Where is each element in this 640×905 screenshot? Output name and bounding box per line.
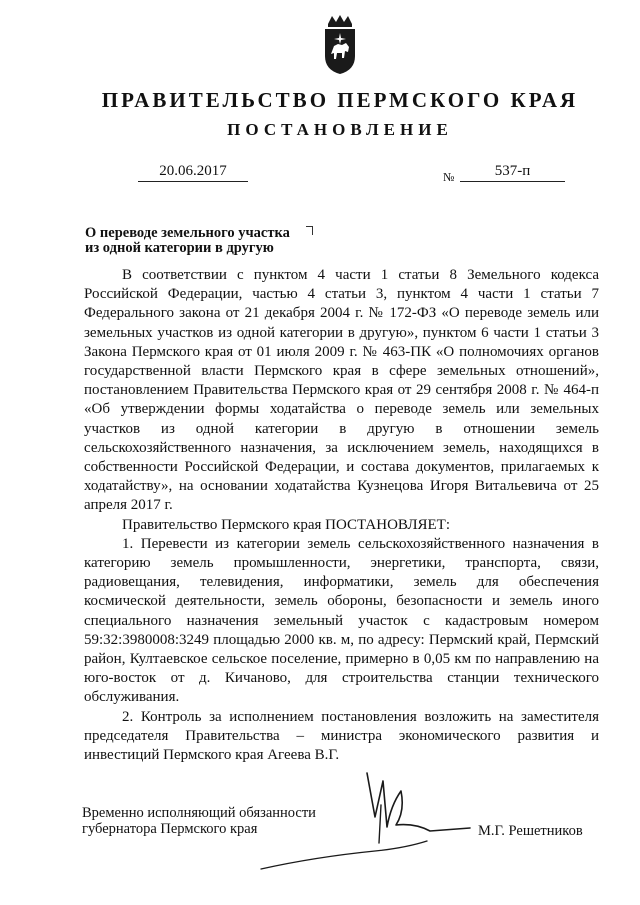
- decree-paragraph: Правительство Пермского края ПОСТАНОВЛЯЕТ:: [122, 516, 451, 533]
- organization-title: ПРАВИТЕЛЬСТВО ПЕРМСКОГО КРАЯ: [101, 88, 579, 112]
- document-date: 20.06.2017: [138, 163, 248, 182]
- coat-of-arms-emblem: [322, 14, 358, 76]
- item-1-paragraph: 1. Перевести из категории земель сельскохозяйственного назначения в категорию земель промышленности, энергетики, транспорта, связи, радиовещания, телевидения, информатики, земель для обеспечения космической деятельности, земель обороны, безопасности и земель иного специального назначения земельный участок с кадастровым номером 59:32:3980008:3249 площадью 2000 кв. м, по адресу: Пермский край, Пермский район, Култаевское сельское поселение, примерно в 0,05 км по направлению на юго-восток от д. Кичаново, для строительства станции технического обслуживания.: [84, 535, 599, 706]
- position-line-1: Временно исполняющий обязанности: [82, 805, 316, 821]
- signatory-name: М.Г. Решетников: [478, 823, 583, 839]
- position-line-2: губернатора Пермского края: [82, 820, 258, 837]
- subject-line-1: О переводе земельного участка: [85, 225, 290, 241]
- document-type: ПОСТАНОВЛЕНИЕ: [227, 120, 453, 139]
- corner-bracket: [306, 226, 313, 235]
- number-sign: №: [443, 170, 455, 184]
- preamble-paragraph: В соответствии с пунктом 4 части 1 статьи 8 Земельного кодекса Российской Федерации, частью 4 статьи 3, пунктом 4 части 1 статьи 7 Федерального закона от 21 декабря 2004 г. № 172-ФЗ «О переводе земель или земельных участков из одной категории в другую», пунктом 6 части 1 статьи 3 Закона Пермского края от 01 июля 2009 г. № 463-ПК «О полномочиях органов государственной власти Пермского края в сфере земельных отношений», постановлением Правительства Пермского края от 29 сентября 2008 г. № 464-п «Об утверждении формы ходатайства о переводе земель или земельных участков из одной категории в другую в отношении земель сельскохозяйственного назначения, за исключением земель, находящихся в собственности Российской Федерации, и состава документов, прилагаемых к ходатайству», на основании ходатайства Кузнецова Игоря Витальевича от 25 апреля 2017 г.: [84, 267, 599, 514]
- document-body: [84, 266, 599, 765]
- handwritten-signature: [255, 765, 480, 880]
- subject-line-2: из одной категории в другую: [85, 240, 274, 256]
- item-2-paragraph: 2. Контроль за исполнением постановления возложить на заместителя председателя Правительства – министра экономического развития и инвестиций Пермского края Агеева В.Г.: [84, 708, 599, 764]
- document-number: 537-п: [460, 163, 565, 182]
